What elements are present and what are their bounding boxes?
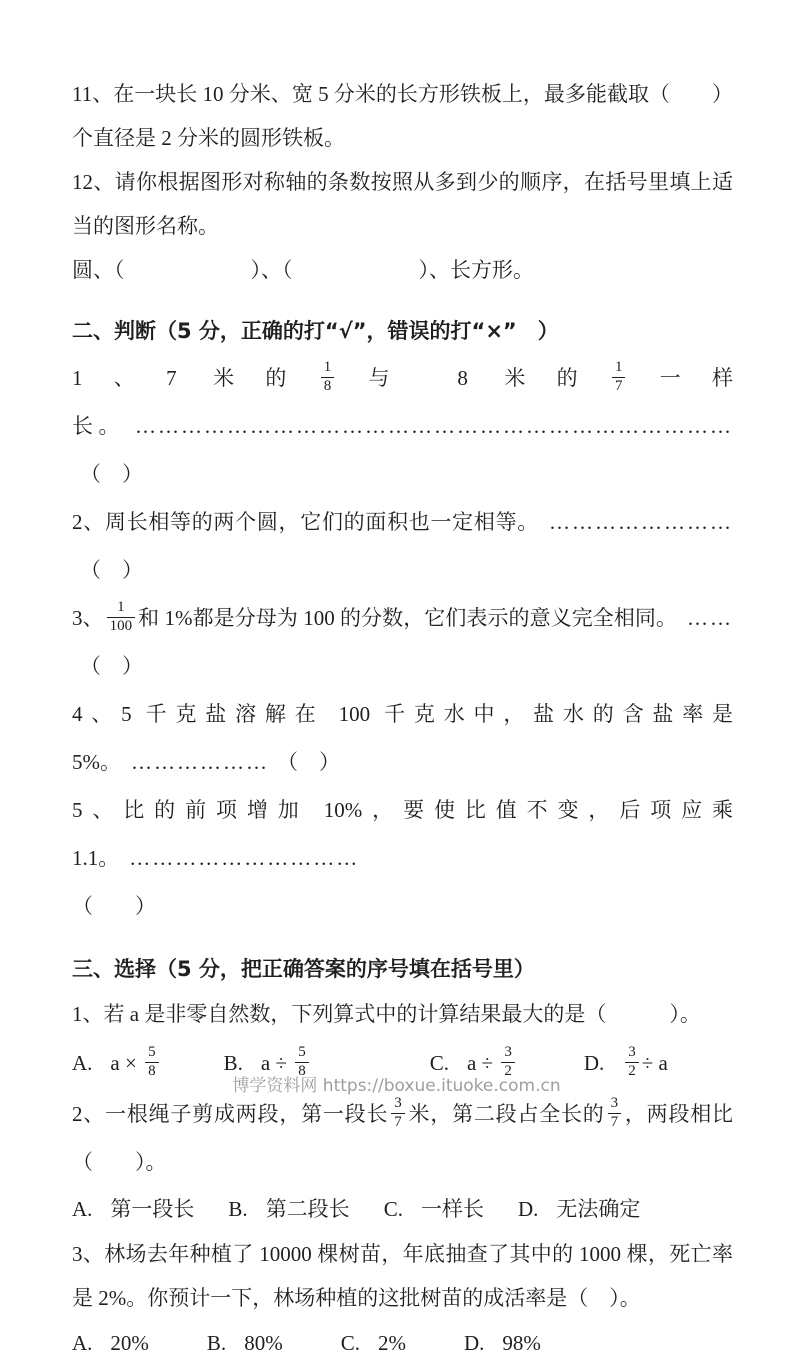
choice-q2-options: [72, 1186, 733, 1232]
option-text: 一样长: [420, 1197, 484, 1221]
option-label: B.: [228, 1197, 248, 1221]
judge-question-5-answer-line: [72, 882, 733, 930]
question-12: 12、请你根据图形对称轴的条数按照从多到少的顺序，在括号里填上适当的图形名称。: [72, 170, 733, 238]
choice-q3-options: [72, 1320, 733, 1366]
choice-question-3: 3、林场去年种植了 10000 棵树苗，年底抽查了其中的 1000 棵，死亡率是 2%。你预计一下，林场种植的这批树苗的成活率是（ ）。: [72, 1242, 733, 1310]
choice-q3-option-b: [207, 1320, 283, 1366]
option-label: C.: [429, 1051, 449, 1075]
judge-q5-text: 5、比的前项增加 10%，要使比值不变，后项应乘 1.1。: [72, 798, 733, 870]
judge-question-1: [72, 354, 733, 498]
question-11: 11、在一块长 10 分米、宽 5 分米的长方形铁板上，最多能截取（ ）个直径是 2 分米的圆形铁板。: [72, 82, 733, 150]
option-label: D.: [463, 1331, 485, 1355]
fraction-denominator: 2: [504, 1062, 512, 1079]
option-label: B.: [206, 1331, 227, 1355]
option-label: C.: [340, 1331, 360, 1355]
fraction-numerator: 3: [391, 1095, 405, 1113]
fraction-denominator: 8: [298, 1062, 306, 1079]
choice-question-1: 1、若 a 是非零自然数，下列算式中的计算结果最大的是（ ）。: [72, 1002, 701, 1026]
judge-question-2: [72, 498, 733, 594]
fraction-3-7: [391, 1095, 405, 1131]
answer-parentheses: （ ）: [80, 558, 143, 582]
fraction-numerator: 5: [145, 1044, 159, 1062]
choice-q2-text-1: 2、一根绳子剪成两段，第一段长: [72, 1102, 389, 1126]
answer-parentheses: （ ）: [80, 654, 143, 678]
judge-q4-text: 4、5 千克盐溶解在 100 千克水中，盐水的含盐率是 5%。: [72, 702, 733, 774]
choice-q3-option-a: [72, 1320, 149, 1366]
fraction-1-8: [321, 359, 335, 395]
fraction-denominator: 100: [109, 617, 133, 634]
fraction-denominator: 8: [148, 1062, 156, 1079]
fraction-numerator: 1: [321, 359, 335, 377]
option-text: 第二段长: [265, 1197, 350, 1221]
choice-section: [72, 946, 733, 1366]
judge-q2-text: 2、周长相等的两个圆，它们的面积也一定相等。: [72, 510, 539, 534]
option-label: D.: [517, 1197, 539, 1221]
dotted-leader: ……: [687, 606, 733, 630]
judge-q3-text-2: 和 1%都是分母为 100 的分数，它们表示的意义完全相同。: [138, 606, 677, 630]
option-label: A.: [72, 1051, 93, 1075]
choice-q2-option-a: [72, 1186, 194, 1232]
choice-q2-text-3: ，两段相比（ ）。: [72, 1102, 734, 1174]
dotted-leader: ……………………………………………………………………: [135, 414, 733, 438]
judge-section-header: 二、判断（5 分，正确的打“√”，错误的打“×” ）: [72, 319, 559, 343]
fraction-1-7: [612, 359, 626, 395]
judge-question-3: [72, 594, 733, 690]
dotted-leader: …………………………: [129, 846, 360, 870]
choice-q3-option-c: [341, 1320, 406, 1366]
choice-q2-option-c: [384, 1186, 484, 1232]
choice-q3-option-d: [464, 1320, 541, 1366]
judge-q1-text-2: 与 8 米的: [337, 366, 609, 390]
fill-in-section: [72, 72, 733, 292]
choice-q2-option-b: [228, 1186, 349, 1232]
fraction-3-7: [608, 1095, 622, 1131]
judge-question-4: [72, 690, 733, 786]
choice-q2-option-d: [518, 1186, 640, 1232]
fraction-numerator: 3: [501, 1044, 515, 1062]
fraction-1-100: [107, 599, 136, 635]
choice-section-header: 三、选择（5 分，把正确答案的序号填在括号里）: [72, 957, 535, 981]
answer-parentheses: （ ）: [277, 750, 340, 774]
judge-q3-text-1: 3、: [72, 606, 104, 630]
option-label: A.: [72, 1197, 93, 1221]
judge-question-5: [72, 786, 733, 882]
option-text: 2%: [377, 1331, 406, 1355]
option-text: 98%: [502, 1331, 541, 1355]
option-expression-tail: ÷ a: [641, 1051, 668, 1075]
choice-question-2: [72, 1090, 733, 1186]
option-label: C.: [383, 1197, 403, 1221]
option-expression: a ×: [110, 1051, 143, 1075]
option-expression: a ÷: [466, 1051, 499, 1075]
option-label: A.: [72, 1331, 93, 1355]
dotted-leader: ………………: [131, 750, 269, 774]
fraction-denominator: 7: [394, 1113, 402, 1130]
answer-parentheses: （ ）: [72, 894, 156, 918]
option-expression: a ÷: [260, 1051, 293, 1075]
fraction-numerator: 3: [625, 1044, 639, 1062]
option-text: 80%: [244, 1331, 283, 1355]
option-text: 无法确定: [556, 1197, 641, 1221]
judge-q1-text-3: 一样长。: [72, 366, 734, 438]
option-label: B.: [223, 1051, 243, 1075]
fraction-denominator: 8: [323, 377, 332, 394]
fraction-numerator: 3: [608, 1095, 622, 1113]
dotted-leader: ……………………: [549, 510, 733, 534]
footer-watermark: 博学资料网 https://boxue.ituoke.com.cn: [232, 1076, 561, 1096]
option-label: D.: [583, 1051, 605, 1075]
option-text: 第一段长: [110, 1197, 195, 1221]
choice-q2-text-2: 米，第二段占全长的: [407, 1102, 605, 1126]
fraction-denominator: 7: [610, 1113, 619, 1130]
option-text: 20%: [110, 1331, 149, 1355]
question-12-answer-line: 圆、（ ）、（ ）、长方形。: [72, 258, 534, 282]
fraction-denominator: 7: [614, 377, 623, 394]
judge-section: [72, 308, 733, 930]
answer-parentheses: （ ）: [80, 462, 143, 486]
fraction-numerator: 5: [295, 1044, 309, 1062]
fraction-denominator: 2: [628, 1062, 636, 1079]
judge-q1-text-1: 1、7 米的: [72, 366, 318, 390]
fraction-numerator: 1: [107, 599, 136, 617]
fraction-numerator: 1: [612, 359, 626, 377]
